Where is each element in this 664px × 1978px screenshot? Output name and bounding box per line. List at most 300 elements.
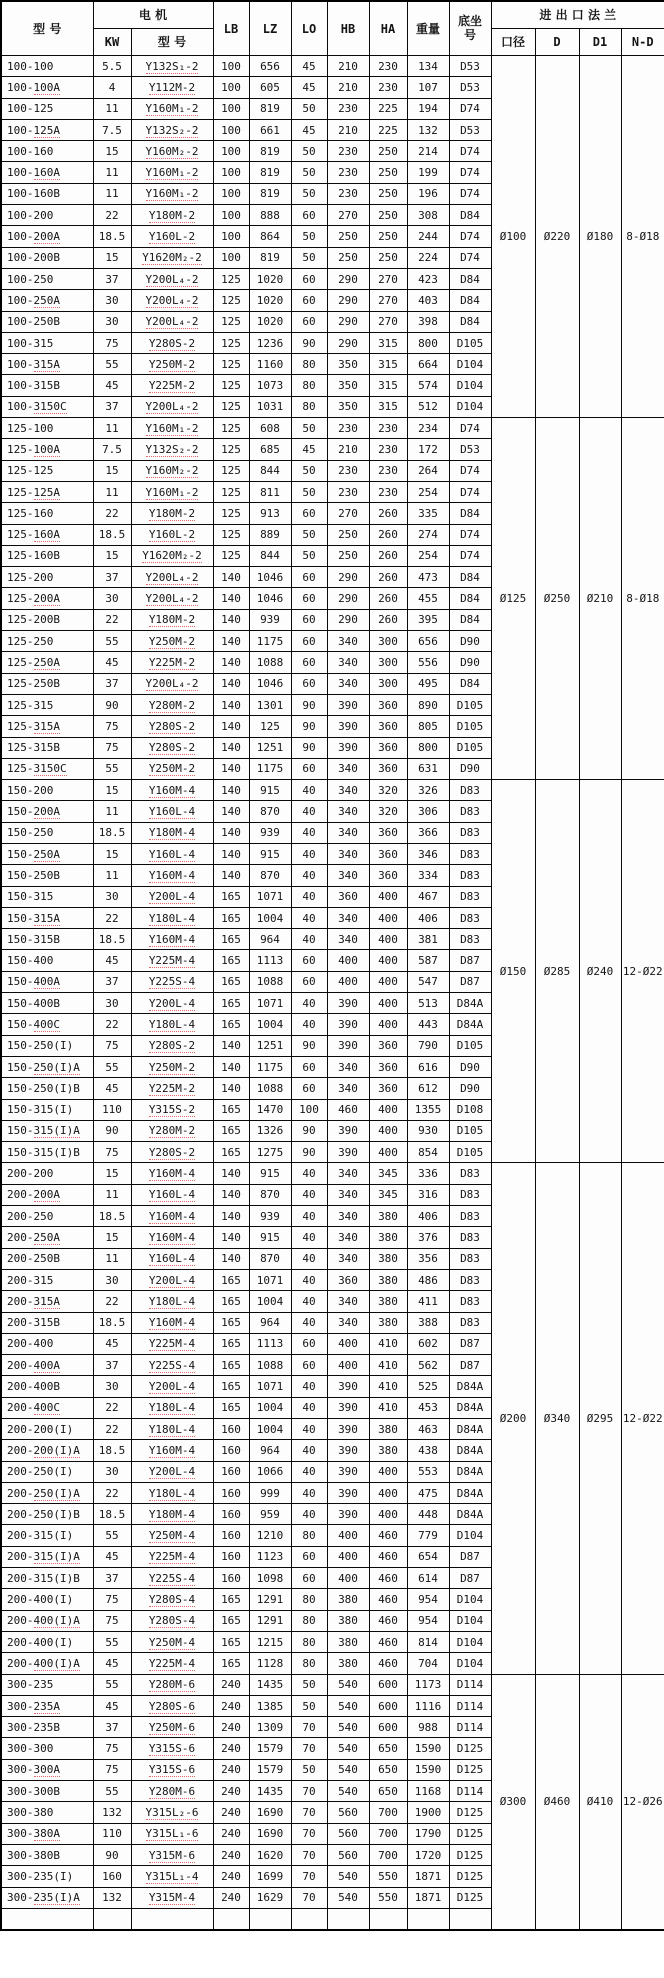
motor-kw-cell: 30 xyxy=(93,993,131,1014)
hb-cell: 340 xyxy=(327,673,369,694)
motor-model-cell: Y200L-4 xyxy=(131,886,213,907)
lo-cell: 40 xyxy=(291,1461,327,1482)
table-header xyxy=(1,1,664,56)
base-no-cell: D84A xyxy=(449,1397,491,1418)
weight-cell: 513 xyxy=(407,993,449,1014)
ha-cell: 400 xyxy=(369,993,407,1014)
pump-model-cell: 200-200(I) xyxy=(1,1419,93,1440)
pump-model-cell: 300-235B xyxy=(1,1717,93,1738)
lz-cell: 685 xyxy=(249,439,291,460)
lo-cell: 50 xyxy=(291,460,327,481)
pump-model-cell: 150-315B xyxy=(1,929,93,950)
lz-cell: 870 xyxy=(249,1184,291,1205)
hb-cell: 390 xyxy=(327,1142,369,1163)
motor-model-cell: Y160M-4 xyxy=(131,1312,213,1333)
motor-kw-cell: 18.5 xyxy=(93,1206,131,1227)
hb-cell: 340 xyxy=(327,1163,369,1184)
lo-cell: 40 xyxy=(291,801,327,822)
weight-cell: 704 xyxy=(407,1653,449,1674)
lo-cell: 80 xyxy=(291,354,327,375)
pump-model-cell: 100-250B xyxy=(1,311,93,332)
motor-model-cell: Y160L-4 xyxy=(131,801,213,822)
base-no-cell: D84A xyxy=(449,1482,491,1503)
hb-cell: 270 xyxy=(327,503,369,524)
weight-cell: 326 xyxy=(407,780,449,801)
lo-cell: 50 xyxy=(291,226,327,247)
pump-model-cell: 200-400(I) xyxy=(1,1631,93,1652)
motor-model-cell: Y180M-2 xyxy=(131,205,213,226)
lo-cell: 70 xyxy=(291,1844,327,1865)
ha-cell: 460 xyxy=(369,1589,407,1610)
base-no-cell: D114 xyxy=(449,1674,491,1695)
ha-cell: 400 xyxy=(369,1461,407,1482)
lb-cell: 165 xyxy=(213,929,249,950)
lo-cell: 60 xyxy=(291,567,327,588)
pump-model-cell: 150-250(I)A xyxy=(1,1056,93,1077)
lb-cell: 165 xyxy=(213,993,249,1014)
lb-cell: 165 xyxy=(213,950,249,971)
lo-cell: 60 xyxy=(291,631,327,652)
ha-cell: 400 xyxy=(369,1142,407,1163)
motor-kw-cell: 15 xyxy=(93,1163,131,1184)
ha-cell: 460 xyxy=(369,1525,407,1546)
base-no-cell: D87 xyxy=(449,1568,491,1589)
hb-cell: 380 xyxy=(327,1589,369,1610)
hb-cell: 380 xyxy=(327,1631,369,1652)
hb-cell: 350 xyxy=(327,375,369,396)
pump-model-cell: 100-250 xyxy=(1,268,93,289)
motor-kw-cell: 90 xyxy=(93,1844,131,1865)
lb-cell: 100 xyxy=(213,226,249,247)
base-no-cell: D125 xyxy=(449,1738,491,1759)
motor-kw-cell: 30 xyxy=(93,588,131,609)
lz-cell: 1113 xyxy=(249,950,291,971)
pump-model-cell: 125-125A xyxy=(1,481,93,502)
lb-cell: 165 xyxy=(213,1631,249,1652)
weight-cell: 335 xyxy=(407,503,449,524)
base-no-cell: D104 xyxy=(449,396,491,417)
motor-kw-cell: 11 xyxy=(93,1248,131,1269)
pump-model-cell: 150-315A xyxy=(1,907,93,928)
hb-cell: 340 xyxy=(327,1248,369,1269)
weight-cell: 346 xyxy=(407,843,449,864)
ha-cell: 380 xyxy=(369,1269,407,1290)
motor-kw-cell: 7.5 xyxy=(93,119,131,140)
motor-model-cell: Y315L₁-6 xyxy=(131,1823,213,1844)
base-no-cell: D74 xyxy=(449,226,491,247)
ha-cell: 230 xyxy=(369,77,407,98)
lb-cell: 140 xyxy=(213,609,249,630)
header-motor-model: 型 号 xyxy=(131,29,213,56)
lb-cell: 125 xyxy=(213,396,249,417)
lo-cell: 40 xyxy=(291,1248,327,1269)
weight-cell: 814 xyxy=(407,1631,449,1652)
table-row xyxy=(1,56,664,77)
motor-kw-cell: 45 xyxy=(93,375,131,396)
base-no-cell: D74 xyxy=(449,247,491,268)
motor-model-cell: Y280S-4 xyxy=(131,1610,213,1631)
hb-cell: 540 xyxy=(327,1695,369,1716)
ha-cell: 600 xyxy=(369,1674,407,1695)
ha-cell: 250 xyxy=(369,226,407,247)
weight-cell: 455 xyxy=(407,588,449,609)
ha-cell: 400 xyxy=(369,950,407,971)
lb-cell: 140 xyxy=(213,631,249,652)
flange-d1-cell: Ø295 xyxy=(579,1163,621,1674)
pump-model-cell: 200-250(I)B xyxy=(1,1504,93,1525)
lz-cell: 1309 xyxy=(249,1717,291,1738)
base-no-cell: D74 xyxy=(449,460,491,481)
motor-model-cell: Y280S-2 xyxy=(131,716,213,737)
motor-model-cell: Y250M-6 xyxy=(131,1717,213,1738)
lz-cell: 844 xyxy=(249,460,291,481)
ha-cell: 230 xyxy=(369,460,407,481)
motor-kw-cell: 45 xyxy=(93,1546,131,1567)
lo-cell: 90 xyxy=(291,737,327,758)
ha-cell: 270 xyxy=(369,268,407,289)
motor-model-cell: Y280M-2 xyxy=(131,694,213,715)
motor-kw-cell: 110 xyxy=(93,1099,131,1120)
motor-kw-cell: 22 xyxy=(93,503,131,524)
lb-cell: 165 xyxy=(213,886,249,907)
ha-cell: 400 xyxy=(369,886,407,907)
lb-cell: 165 xyxy=(213,1653,249,1674)
base-no-cell: D108 xyxy=(449,1099,491,1120)
lo-cell: 60 xyxy=(291,673,327,694)
lb-cell: 165 xyxy=(213,1333,249,1354)
base-no-cell: D105 xyxy=(449,716,491,737)
pump-model-cell: 100-315 xyxy=(1,332,93,353)
ha-cell: 380 xyxy=(369,1248,407,1269)
hb-cell: 390 xyxy=(327,1376,369,1397)
ha-cell: 360 xyxy=(369,1078,407,1099)
lz-cell: 1301 xyxy=(249,694,291,715)
base-no-cell: D83 xyxy=(449,780,491,801)
lo-cell: 40 xyxy=(291,886,327,907)
base-no-cell: D84A xyxy=(449,993,491,1014)
flange-d-cell: Ø220 xyxy=(535,56,579,418)
base-no-cell: D104 xyxy=(449,375,491,396)
base-no-cell: D83 xyxy=(449,1163,491,1184)
ha-cell: 250 xyxy=(369,141,407,162)
lb-cell: 160 xyxy=(213,1525,249,1546)
motor-kw-cell: 55 xyxy=(93,1056,131,1077)
motor-kw-cell: 45 xyxy=(93,1653,131,1674)
header-model: 型 号 xyxy=(1,1,93,56)
hb-cell: 340 xyxy=(327,631,369,652)
flange-nd-cell: 12-Ø22 xyxy=(621,1163,664,1674)
ha-cell: 400 xyxy=(369,1014,407,1035)
pump-model-cell: 200-400(I)A xyxy=(1,1653,93,1674)
pump-model-cell: 100-200A xyxy=(1,226,93,247)
ha-cell: 315 xyxy=(369,396,407,417)
pump-model-cell: 150-200A xyxy=(1,801,93,822)
ha-cell: 460 xyxy=(369,1631,407,1652)
weight-cell: 134 xyxy=(407,56,449,77)
lb-cell: 165 xyxy=(213,1376,249,1397)
lb-cell: 140 xyxy=(213,652,249,673)
base-no-cell: D125 xyxy=(449,1844,491,1865)
lb-cell: 240 xyxy=(213,1844,249,1865)
hb-cell: 380 xyxy=(327,1653,369,1674)
weight-cell: 614 xyxy=(407,1568,449,1589)
lb-cell: 100 xyxy=(213,119,249,140)
weight-cell: 587 xyxy=(407,950,449,971)
ha-cell: 360 xyxy=(369,694,407,715)
empty-cell xyxy=(369,1908,407,1930)
ha-cell: 320 xyxy=(369,780,407,801)
lo-cell: 50 xyxy=(291,481,327,502)
lz-cell: 1020 xyxy=(249,290,291,311)
ha-cell: 380 xyxy=(369,1440,407,1461)
lb-cell: 140 xyxy=(213,801,249,822)
hb-cell: 390 xyxy=(327,1397,369,1418)
motor-model-cell: Y200L₄-2 xyxy=(131,268,213,289)
weight-cell: 1116 xyxy=(407,1695,449,1716)
pump-model-cell: 125-250B xyxy=(1,673,93,694)
motor-kw-cell: 18.5 xyxy=(93,929,131,950)
base-no-cell: D84 xyxy=(449,567,491,588)
lz-cell: 1098 xyxy=(249,1568,291,1589)
hb-cell: 390 xyxy=(327,694,369,715)
hb-cell: 290 xyxy=(327,311,369,332)
lz-cell: 1071 xyxy=(249,1269,291,1290)
lb-cell: 140 xyxy=(213,716,249,737)
pump-model-cell: 150-250(I) xyxy=(1,1035,93,1056)
motor-kw-cell: 75 xyxy=(93,737,131,758)
motor-model-cell: Y200L-4 xyxy=(131,1269,213,1290)
empty-cell xyxy=(407,1908,449,1930)
pump-model-cell: 100-3150C xyxy=(1,396,93,417)
lb-cell: 125 xyxy=(213,524,249,545)
motor-kw-cell: 30 xyxy=(93,1269,131,1290)
lz-cell: 1088 xyxy=(249,1078,291,1099)
base-no-cell: D83 xyxy=(449,1312,491,1333)
pump-model-cell: 125-200B xyxy=(1,609,93,630)
weight-cell: 448 xyxy=(407,1504,449,1525)
lo-cell: 50 xyxy=(291,1759,327,1780)
lz-cell: 889 xyxy=(249,524,291,545)
motor-kw-cell: 75 xyxy=(93,1589,131,1610)
lb-cell: 125 xyxy=(213,311,249,332)
motor-kw-cell: 37 xyxy=(93,396,131,417)
base-no-cell: D53 xyxy=(449,77,491,98)
lo-cell: 50 xyxy=(291,141,327,162)
lo-cell: 60 xyxy=(291,652,327,673)
motor-kw-cell: 22 xyxy=(93,205,131,226)
pump-model-cell: 200-250B xyxy=(1,1248,93,1269)
header-lb: LB xyxy=(213,1,249,56)
motor-kw-cell: 11 xyxy=(93,1184,131,1205)
pump-model-cell: 300-235 xyxy=(1,1674,93,1695)
base-no-cell: D74 xyxy=(449,481,491,502)
hb-cell: 250 xyxy=(327,524,369,545)
lz-cell: 1020 xyxy=(249,268,291,289)
motor-model-cell: Y280S-6 xyxy=(131,1695,213,1716)
lz-cell: 819 xyxy=(249,141,291,162)
lo-cell: 60 xyxy=(291,290,327,311)
hb-cell: 290 xyxy=(327,332,369,353)
weight-cell: 779 xyxy=(407,1525,449,1546)
motor-kw-cell: 11 xyxy=(93,183,131,204)
motor-model-cell: Y180L-4 xyxy=(131,1482,213,1503)
motor-model-cell: Y132S₂-2 xyxy=(131,439,213,460)
motor-kw-cell: 15 xyxy=(93,1227,131,1248)
weight-cell: 443 xyxy=(407,1014,449,1035)
base-no-cell: D84A xyxy=(449,1504,491,1525)
base-no-cell: D83 xyxy=(449,801,491,822)
motor-model-cell: Y160L-2 xyxy=(131,226,213,247)
hb-cell: 400 xyxy=(327,1355,369,1376)
motor-model-cell: Y180L-4 xyxy=(131,907,213,928)
lo-cell: 40 xyxy=(291,822,327,843)
pump-model-cell: 125-160A xyxy=(1,524,93,545)
lz-cell: 1291 xyxy=(249,1589,291,1610)
lb-cell: 125 xyxy=(213,290,249,311)
hb-cell: 290 xyxy=(327,268,369,289)
base-no-cell: D74 xyxy=(449,524,491,545)
lb-cell: 165 xyxy=(213,1014,249,1035)
lo-cell: 50 xyxy=(291,98,327,119)
hb-cell: 540 xyxy=(327,1887,369,1908)
motor-kw-cell: 15 xyxy=(93,460,131,481)
motor-kw-cell: 110 xyxy=(93,1823,131,1844)
header-weight: 重量 xyxy=(407,1,449,56)
motor-model-cell: Y180L-4 xyxy=(131,1419,213,1440)
lb-cell: 240 xyxy=(213,1674,249,1695)
lz-cell: 1004 xyxy=(249,1014,291,1035)
lz-cell: 1236 xyxy=(249,332,291,353)
motor-kw-cell: 55 xyxy=(93,354,131,375)
pump-model-cell: 125-315B xyxy=(1,737,93,758)
motor-kw-cell: 11 xyxy=(93,865,131,886)
lz-cell: 939 xyxy=(249,1206,291,1227)
lz-cell: 915 xyxy=(249,1163,291,1184)
motor-model-cell: Y160M₁-2 xyxy=(131,162,213,183)
ha-cell: 400 xyxy=(369,1482,407,1503)
weight-cell: 194 xyxy=(407,98,449,119)
base-no-cell: D125 xyxy=(449,1759,491,1780)
ha-cell: 250 xyxy=(369,205,407,226)
ha-cell: 315 xyxy=(369,375,407,396)
base-no-cell: D84A xyxy=(449,1376,491,1397)
base-no-cell: D83 xyxy=(449,1184,491,1205)
empty-cell xyxy=(291,1908,327,1930)
base-no-cell: D83 xyxy=(449,929,491,950)
lo-cell: 40 xyxy=(291,993,327,1014)
weight-cell: 473 xyxy=(407,567,449,588)
base-no-cell: D125 xyxy=(449,1802,491,1823)
lz-cell: 1435 xyxy=(249,1674,291,1695)
lb-cell: 125 xyxy=(213,545,249,566)
lz-cell: 964 xyxy=(249,929,291,950)
lb-cell: 125 xyxy=(213,268,249,289)
lo-cell: 50 xyxy=(291,1674,327,1695)
ha-cell: 230 xyxy=(369,418,407,439)
motor-model-cell: Y250M-2 xyxy=(131,631,213,652)
lb-cell: 125 xyxy=(213,460,249,481)
lb-cell: 140 xyxy=(213,673,249,694)
weight-cell: 1168 xyxy=(407,1781,449,1802)
weight-cell: 199 xyxy=(407,162,449,183)
motor-model-cell: Y225M-4 xyxy=(131,1333,213,1354)
motor-kw-cell: 75 xyxy=(93,1142,131,1163)
base-no-cell: D84A xyxy=(449,1440,491,1461)
lb-cell: 160 xyxy=(213,1546,249,1567)
hb-cell: 340 xyxy=(327,652,369,673)
lz-cell: 1470 xyxy=(249,1099,291,1120)
lb-cell: 165 xyxy=(213,1291,249,1312)
motor-model-cell: Y160M₁-2 xyxy=(131,481,213,502)
weight-cell: 107 xyxy=(407,77,449,98)
pump-model-cell: 125-200A xyxy=(1,588,93,609)
lz-cell: 1088 xyxy=(249,971,291,992)
pump-model-cell: 300-235(I) xyxy=(1,1866,93,1887)
pump-model-cell: 300-380 xyxy=(1,1802,93,1823)
lo-cell: 70 xyxy=(291,1866,327,1887)
lz-cell: 1175 xyxy=(249,631,291,652)
hb-cell: 290 xyxy=(327,609,369,630)
base-no-cell: D104 xyxy=(449,1631,491,1652)
lz-cell: 870 xyxy=(249,801,291,822)
weight-cell: 988 xyxy=(407,1717,449,1738)
ha-cell: 345 xyxy=(369,1184,407,1205)
pump-model-cell: 125-160B xyxy=(1,545,93,566)
lz-cell: 1046 xyxy=(249,588,291,609)
lb-cell: 100 xyxy=(213,141,249,162)
ha-cell: 700 xyxy=(369,1844,407,1865)
motor-model-cell: Y280S-2 xyxy=(131,1142,213,1163)
pump-model-cell: 200-400C xyxy=(1,1397,93,1418)
lo-cell: 40 xyxy=(291,780,327,801)
ha-cell: 410 xyxy=(369,1333,407,1354)
motor-kw-cell: 45 xyxy=(93,1078,131,1099)
weight-cell: 790 xyxy=(407,1035,449,1056)
ha-cell: 360 xyxy=(369,758,407,779)
base-no-cell: D84 xyxy=(449,290,491,311)
motor-model-cell: Y225S-4 xyxy=(131,971,213,992)
lz-cell: 1629 xyxy=(249,1887,291,1908)
motor-model-cell: Y1620M₂-2 xyxy=(131,545,213,566)
motor-kw-cell: 11 xyxy=(93,801,131,822)
lz-cell: 1088 xyxy=(249,1355,291,1376)
base-no-cell: D83 xyxy=(449,1291,491,1312)
lo-cell: 80 xyxy=(291,375,327,396)
lo-cell: 80 xyxy=(291,1610,327,1631)
base-no-cell: D105 xyxy=(449,694,491,715)
motor-kw-cell: 75 xyxy=(93,332,131,353)
lz-cell: 1071 xyxy=(249,1376,291,1397)
weight-cell: 334 xyxy=(407,865,449,886)
lb-cell: 240 xyxy=(213,1823,249,1844)
lo-cell: 60 xyxy=(291,205,327,226)
header-flange: 进 出 口 法 兰 xyxy=(491,1,664,29)
lz-cell: 1385 xyxy=(249,1695,291,1716)
motor-kw-cell: 22 xyxy=(93,907,131,928)
lz-cell: 1690 xyxy=(249,1802,291,1823)
motor-model-cell: Y280M-6 xyxy=(131,1781,213,1802)
lo-cell: 70 xyxy=(291,1781,327,1802)
hb-cell: 270 xyxy=(327,205,369,226)
lb-cell: 160 xyxy=(213,1461,249,1482)
pump-model-cell: 300-235(I)A xyxy=(1,1887,93,1908)
weight-cell: 664 xyxy=(407,354,449,375)
lb-cell: 125 xyxy=(213,332,249,353)
pump-model-cell: 125-315A xyxy=(1,716,93,737)
weight-cell: 654 xyxy=(407,1546,449,1567)
weight-cell: 376 xyxy=(407,1227,449,1248)
header-flange-bore: 口径 xyxy=(491,29,535,56)
